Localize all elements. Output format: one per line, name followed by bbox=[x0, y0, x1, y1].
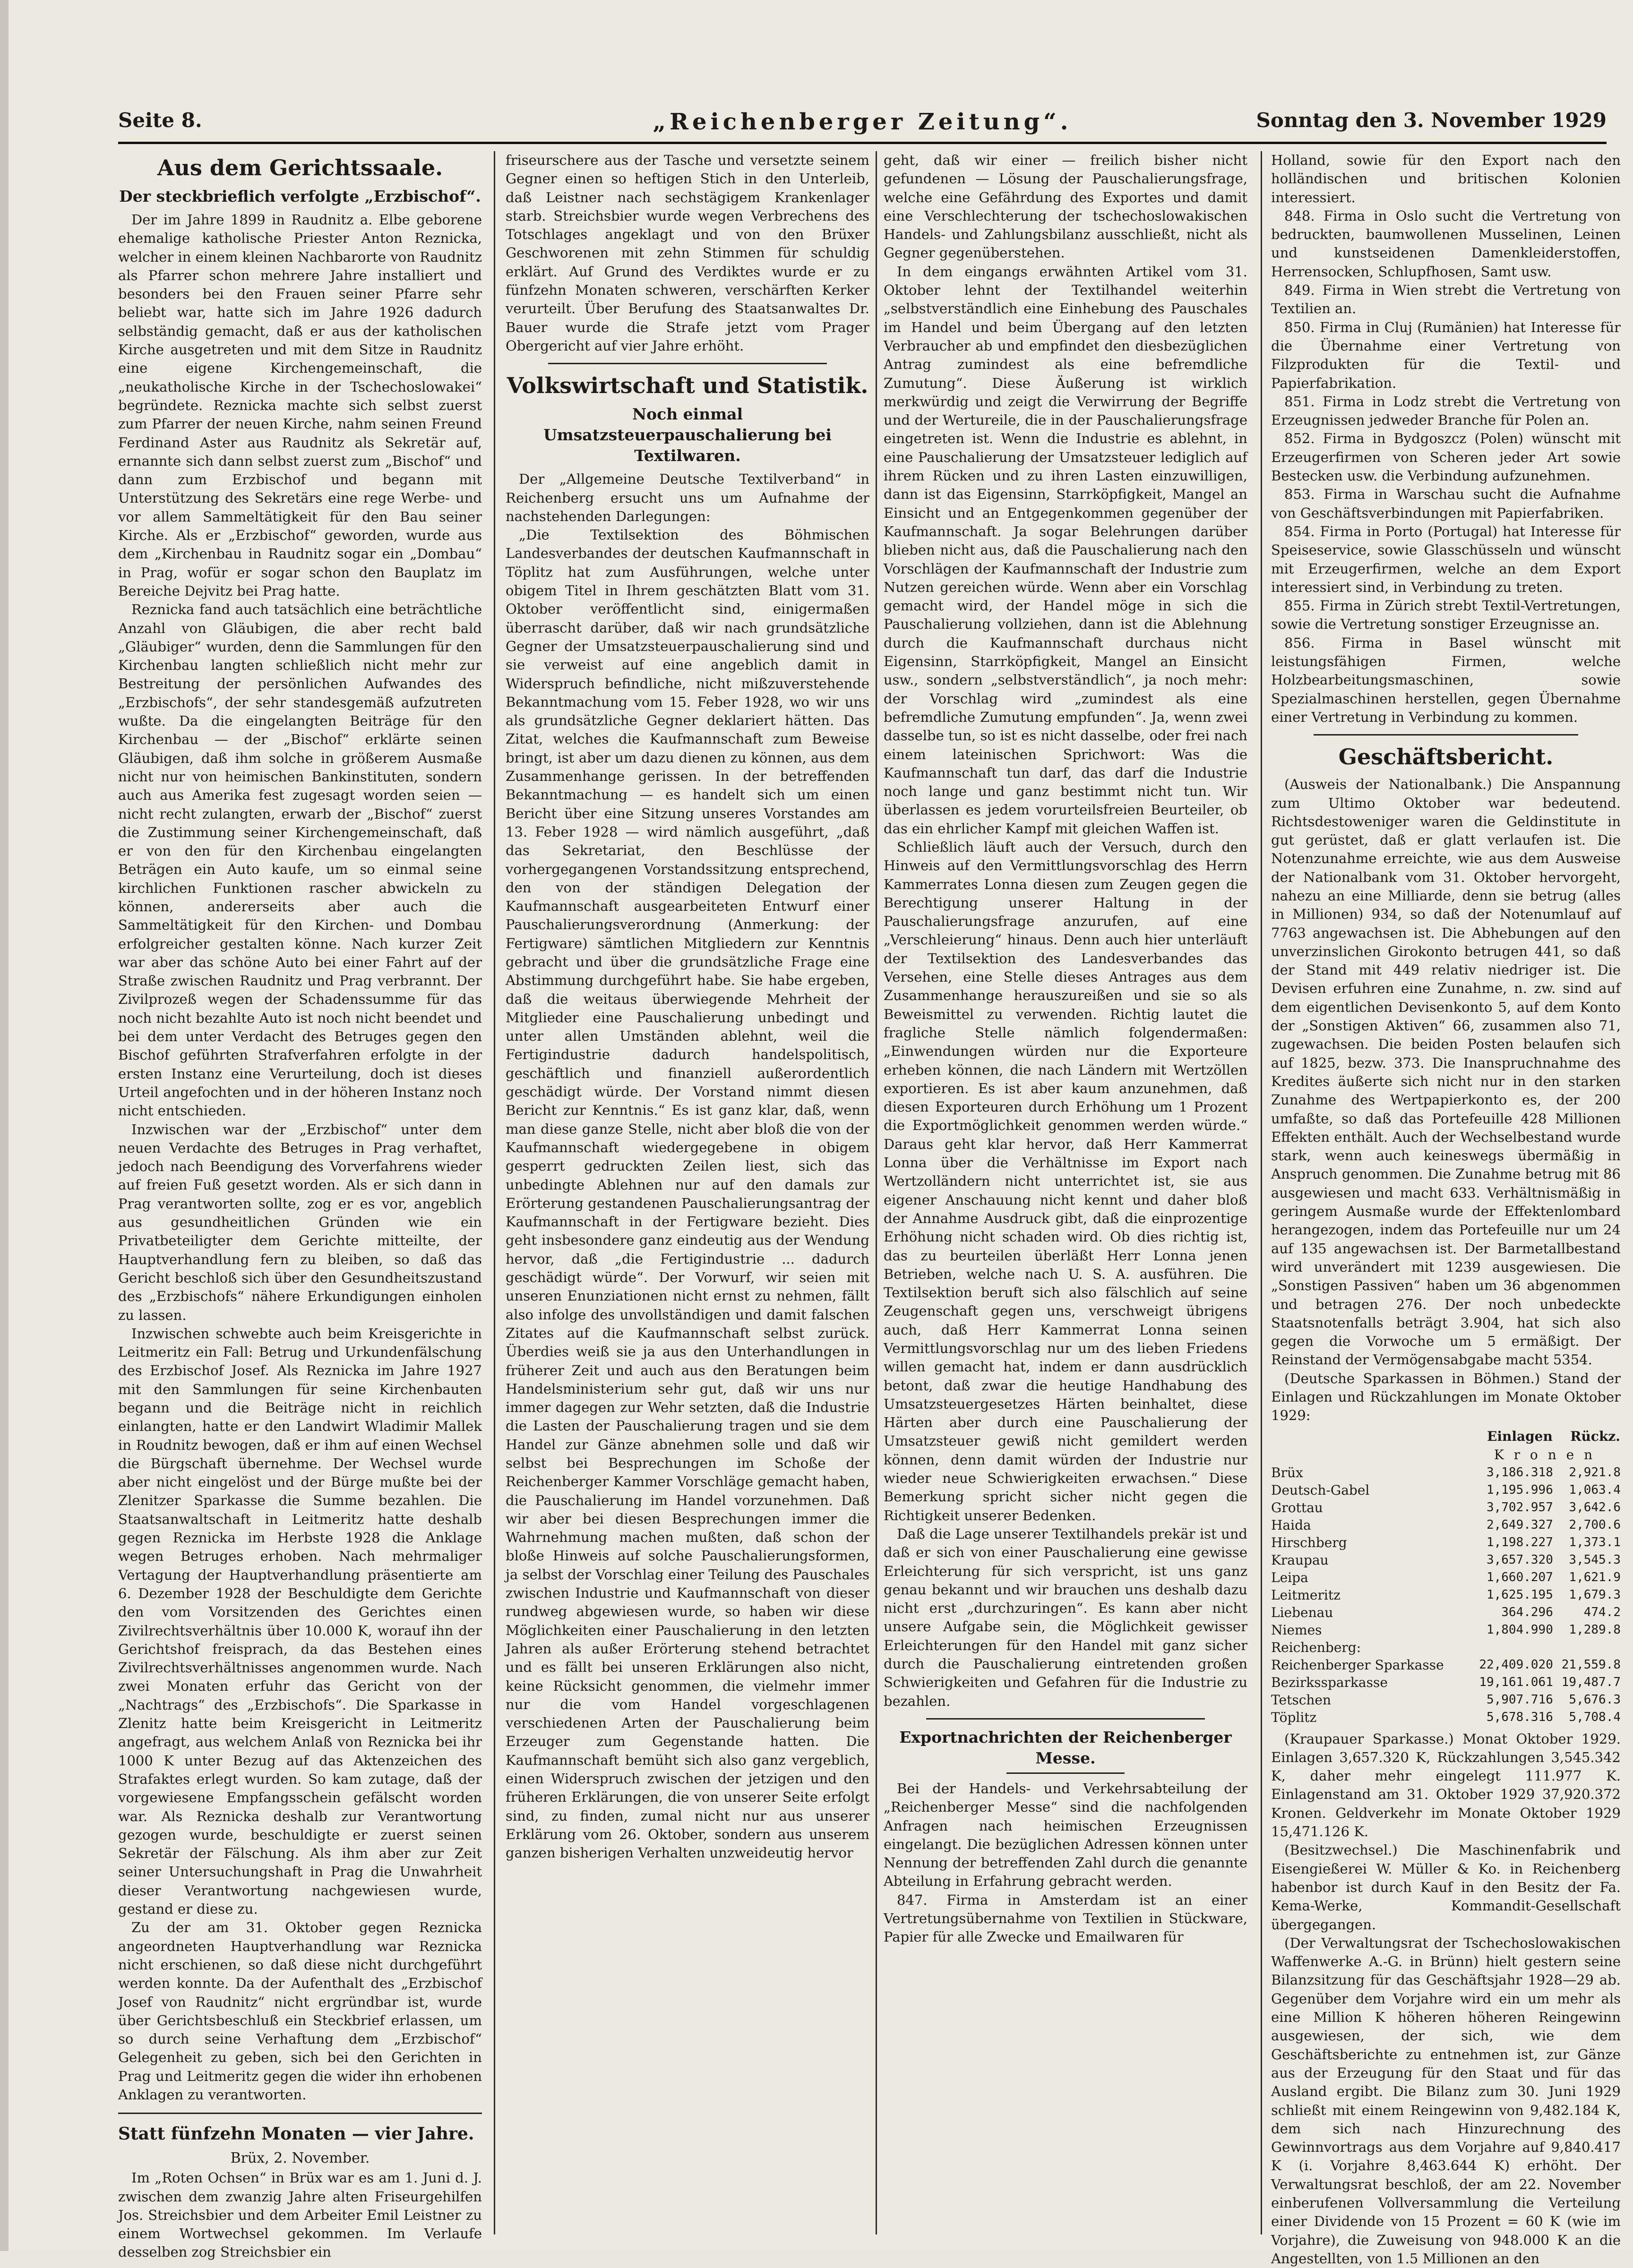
table-row bbox=[1271, 1516, 1621, 1534]
table-cell-deposits: 364.296 bbox=[1501, 1605, 1553, 1619]
column-divider bbox=[876, 151, 877, 2234]
table-header-row bbox=[1271, 1427, 1621, 1446]
table-cell-deposits: 3,186.318 bbox=[1486, 1465, 1553, 1480]
notice-item: 849. Firma in Wien strebt die Vertretung von Textilien an. bbox=[1271, 282, 1621, 317]
table-cell-name: Reichenberg: bbox=[1271, 1639, 1361, 1655]
article-paragraph: friseurschere aus der Tasche und versetzte seinem Gegner einen so heftigen Stich in den Unterleib, daß Leistner nach sechstägigem Krankenlager starb. Streichsbier wurde wegen Verbrechens des Totschlages angeklagt und von den Brüxer Geschworenen mit zehn Stimmen für schuldig erklärt. Auf Grund des Verdiktes wurde er zu fünfzehn Monaten schweren, verschärften Kerker verurteilt. Über Berufung des Staatsanwaltes Dr. Bauer wurde die Strafe jetzt vom Prager Obergericht auf vier Jahre erhöht. bbox=[506, 152, 869, 354]
table-cell-deposits: 3,702.957 bbox=[1486, 1500, 1553, 1515]
article-paragraph: Schließlich läuft auch der Versuch, durch den Hinweis auf den Vermittlungsvorschlag des Herrn Kammerrates Lonna diesen zum Zeugen gegen die Berechtigung unserer Haltung in der Pauschalierungsfrage anzurufen, auf eine „Verschleierung“ hinaus. Denn auch hier unterläuft der Textilsektion des Landesverbandes das Versehen, eine Stelle dieses Antrages aus dem Zusammenhange herauszureißen und sie so als Beweismittel zu verwenden. Richtig lautet die fragliche Stelle nämlich folgendermaßen: „Einwendungen würden nur die Exporteure erheben können, die nach Ländern mit Wertzöllen exportieren. Es ist aber kaum anzunehmen, daß diesen Exporteuren durch Erhöhung um 1 Prozent die Exportmöglichkeit genommen werden würde.“ Daraus geht klar hervor, daß Herr Kammerrat Lonna über die Verhältnisse im Export nach Wertzolländern nicht unterrichtet ist, sie aus eigener Anschauung nicht kennt und daher bloß der Annahme Ausdruck gibt, daß die einprozentige Erhöhung nicht schaden wird. Ob dies richtig ist, das zu beurteilen überläßt Herr Lonna jenen Betrieben, welche nach U. S. A. ausführen. Die Textilsektion beruft sich also fälschlich auf seine Zeugenschaft gegen uns, verschweigt übrigens auch, daß Herr Kammerrat Lonna seinen Vermittlungsvorschlag nur um des lieben Friedens willen gemacht hat, indem er dann ausdrücklich betont, daß zwar die heutige Handhabung des Umsatzsteuergesetzes Härten beinhaltet, diese Härten aber durch eine Pauschalierung der Umsatzsteuer gewiß nicht gemildert werden können, denn damit würden der Industrie nur wieder neue Schwierigkeiten erwachsen.“ Diese Bemerkung spricht sicher nicht gegen die Richtigkeit unserer Bedenken. bbox=[884, 839, 1247, 1523]
column-divider bbox=[494, 151, 495, 2234]
notice-item: 852. Firma in Bydgoszcz (Polen) wünscht mit Erzeugerfirmen von Scheren jeder Art sowie Bestecken usw. die Verbindung aufzunehmen. bbox=[1271, 430, 1621, 484]
table-cell-withdrawals: 2,921.8 bbox=[1569, 1465, 1621, 1480]
table-cell-withdrawals: 3,545.3 bbox=[1569, 1552, 1621, 1567]
table-cell-deposits: 5,678.316 bbox=[1486, 1710, 1553, 1724]
table-row bbox=[1271, 1499, 1621, 1516]
notice-item: Holland, sowie für den Export nach den holländischen und britischen Kolonien interessiert. bbox=[1271, 152, 1621, 205]
table-cell-name: Töplitz bbox=[1271, 1709, 1317, 1725]
report-paragraph: (Besitzwechsel.) Die Maschinenfabrik und Eisengießerei W. Müller & Ko. in Reichenberg habenbor ist durch Kauf in den Besitz der Fa. Kema-Werke, Kommandit-Gesellschaft übergegangen. bbox=[1271, 1842, 1621, 1933]
article-title: Exportnachrichten der Reichenberger Messe. bbox=[899, 1728, 1232, 1767]
table-row bbox=[1271, 1586, 1621, 1604]
column-1 bbox=[118, 151, 482, 2260]
article-paragraph: Bei der Handels- und Verkehrsabteilung der „Reichenberger Messe“ sind die nachfolgenden Anfragen nach heimischen Erzeugnissen eingelangt. Die bezüglichen Adressen können unter Nennung der betreffenden Zahl durch die genannte Abteilung in Erfahrung gebracht werden. bbox=[884, 1780, 1247, 1890]
title-underline bbox=[1006, 1772, 1125, 1774]
table-cell-deposits bbox=[1469, 1639, 1553, 1656]
table-cell-name: Deutsch-Gabel bbox=[1271, 1482, 1370, 1498]
article-separator bbox=[926, 1718, 1205, 1720]
table-cell-withdrawals: 3,642.6 bbox=[1569, 1500, 1621, 1515]
article-paragraph: „Die Textilsektion des Böhmischen Landesverbandes der deutschen Kaufmannschaft in Töplitz hat zum Ausführungen, welche unter obigem Titel in Ihrem geschätzten Blatt vom 31. Oktober veröffentlicht sind, einigermaßen überrascht darüber, daß wir nach grundsätzliche Gegner der Umsatzsteuerpauschalierung sind und sie verweist auf eine angeblich damit in Widerspruch befindliche, nicht mißzuverstehende Bekanntmachung vom 15. Feber 1928, wo wir uns als grundsätzliche Gegner deklariert hätten. Das Zitat, welches die Kaufmannschaft zum Beweise bringt, ist aber um dazu dienen zu können, aus dem Zusammenhange gerissen. In der betreffenden Bekanntmachung — es handelt sich um einen Bericht über eine Sitzung unseres Vorstandes am 13. Feber 1928 — wird nämlich ausgeführt, „daß das Sekretariat, den Beschlüsse der vorhergegangenen Vorstandssitzung entsprechend, den von der ständigen Delegation der Kaufmannschaft ausgearbeiteten Entwurf einer Pauschalierungsverordnung (Anmerkung: der Fertigware) sämtlichen Mitgliedern zur Kenntnis gebracht und über die grundsätzliche Frage eine Abstimmung durchgeführt habe. Sie habe ergeben, daß die weitaus überwiegende Mehrheit der Mitglieder eine Pauschalierung unbedingt und unter allen Umständen ablehnt, weil die Fertigindustrie dadurch handelspolitisch, geschäftlich und finanziell außerordentlich geschädigt würde. Der Vorstand nimmt diesen Bericht zur Kenntnis.“ Es ist ganz klar, daß, wenn man diese ganze Stelle, nicht aber bloß die von der Kaufmannschaft wiedergegebene in obigem gesperrt gedruckten Zeilen liest, sich das unbedingte Ablehnen nur auf den damals zur Erörterung gestandenen Pauschalierungsantrag der Kaufmannschaft in der Fertigware bezieht. Dies geht insbesondere ganz eindeutig aus der Wendung hervor, daß „die Fertigindustrie ... dadurch geschädigt würde“. Der Vorwurf, wir seien mit unseren Enunziationen nicht ernst zu nehmen, fällt also infolge des unvollständigen und damit falschen Zitates auf die Kaufmannschaft selbst zurück. Überdies weiß sie ja aus den Unterhandlungen in früherer Zeit und auch aus den Beratungen beim Handelsministerium sehr gut, daß wir uns nur immer dagegen zur Wehr setzten, daß die Industrie die Lasten der Pauschalierung tragen und sie dem Handel zur Gänze abnehmen solle und daß wir selbst bei Besprechungen im Schoße der Reichenberger Kammer Vorschläge gemacht haben, die Pauschalierung im Handel vorzunehmen. Daß wir aber bei diesen Besprechungen immer die Wahrnehmung machen mußten, daß schon der bloße Hinweis auf solche Pauschalierungsformen, ja selbst der Vorschlag einer Teilung des Pauschales zwischen Industrie und Kaufmannschaft von dieser rundweg abgewiesen wurde, so haben wir diese Möglichkeiten einer Pauschalierung in den letzten Jahren als außer Erörterung stehend betrachtet und es fällt bei unseren Erklärungen also nicht, keine Rücksicht genommen, die vielmehr immer nur die vom Handel vorgeschlagenen verschiedenen Arten der Pauschalierung beim Erzeuger zum Gegenstande hatten. Die Kaufmannschaft bemüht sich also ganz vergeblich, einen Widerspruch zwischen der jetzigen und den früheren Erklärungen, die von unserer Seite erfolgt sind, zu finden, zumal nicht nur aus unserer Erklärung vom 26. Oktober, sondern aus unserem ganzen bisherigen Verhalten unzweideutig hervor bbox=[506, 527, 869, 1861]
table-cell-name: Bezirkssparkasse bbox=[1271, 1674, 1388, 1690]
newspaper-title: „Reichenberger Zeitung“. bbox=[653, 109, 1072, 135]
article-paragraph: Der im Jahre 1899 in Raudnitz a. Elbe geborene ehemalige katholische Priester Anton Reznicka, welcher in einem kleinen Nachbarorte von Raudnitz als Pfarrer schon mehrere Jahre installiert und besonders bei den Frauen seiner Pfarre sehr beliebt war, hatte sich im Jahre 1926 dadurch selbständig gemacht, daß er aus der katholischen Kirche ausgetreten und mit dem Sitze in Raudnitz eine eigene Kirchengemeinschaft, die „neukatholische Kirche in der Tschechoslowakei“ begründete. Reznicka machte sich selbst zuerst zum Pfarrer der neuen Kirche, nahm seinen Freund Ferdinand Aster aus Raudnitz als Sekretär auf, ernannte sich dann selbst zuerst zum „Bischof“ und dann zum Erzbischof und begann mit Unterstützung des Sekretärs eine rege Werbe- und vor allem Sammeltätigkeit für den Bau seiner Kirche. Als er „Erzbischof“ geworden, wurde aus dem „Kirchenbau in Raudnitz sogar ein „Dombau“ in Prag, wofür er sogar schon den Bauplatz im Bereiche Dejvitz bei Prag hatte. bbox=[118, 212, 482, 599]
table-row bbox=[1271, 1551, 1621, 1569]
issue-date: Sonntag den 3. November 1929 bbox=[1256, 109, 1607, 132]
section-heading: Volkswirtschaft und Statistik. bbox=[507, 373, 868, 399]
column-divider bbox=[1261, 151, 1262, 2234]
table-header: Einlagen bbox=[1487, 1428, 1553, 1444]
report-paragraph: (Ausweis der Nationalbank.) Die Anspannung zum Ultimo Oktober war bedeutend. Richtsdestoweniger waren die Geldinstitute in gut gerüstet, daß er glatt verlaufen ist. Die Notenzunahme erreichte, wie aus dem Ausweise der Nationalbank vom 31. Oktober hervorgeht, nahezu an eine Milliarde, denn sie betrug (alles in Millionen) 934, so daß der Notenumlauf auf 7763 angewachsen ist. Die Abhebungen auf den unverzinslichen Girokonto betrugen 441, so daß der Stand mit 449 relativ niedriger ist. Die Devisen erfuhren eine Zunahme, n. zw. sind auf dem eigentlichen Devisenkonto 5, auf dem Konto der „Sonstigen Aktiven“ 66, zusammen also 71, zugewachsen. Die beiden Posten belaufen sich auf 1825, bezw. 373. Die Inanspruchnahme des Kredites äußerte sich nicht nur in den starken Zunahme des Wertpapierkonto es, der 200 umfaßte, so daß das Portefeuille 428 Millionen Effekten enthält. Auch der Wechselbestand wurde stark, wenn auch keineswegs übermäßig in Anspruch genommen. Die Zunahme betrug mit 86 ausgewiesen und macht 633. Verhältnismäßig in geringem Ausmaße wurde der Effektenlombard herangezogen, indem das Portefeuille nur um 24 auf 135 angewachsen ist. Der Barmetallbestand wird unverändert mit 1239 ausgewiesen. Die „Sonstigen Passiven“ haben um 36 abgenommen und betragen 276. Der noch unbedeckte Staatsnotenfalls beträgt 3.904, hat sich also gegen die Vorwoche um 5 ermäßigt. Der Reinstand der Vermögensabgabe macht 5354. bbox=[1271, 776, 1621, 1368]
scan-edge bbox=[0, 0, 9, 2251]
table-cell-deposits: 1,195.996 bbox=[1486, 1482, 1553, 1497]
table-cell-deposits: 22,409.020 bbox=[1479, 1657, 1553, 1672]
table-cell-withdrawals: 1,373.1 bbox=[1569, 1535, 1621, 1549]
article-title: Der steckbrieflich verfolgte „Erzbischof“. bbox=[119, 187, 481, 205]
table-cell-name: Reichenberger Sparkasse bbox=[1271, 1657, 1444, 1673]
table-cell-deposits: 1,660.207 bbox=[1486, 1570, 1553, 1584]
article-paragraph: Reznicka fand auch tatsächlich eine beträchtliche Anzahl von Gläubigen, die aber recht bald „Gläubiger“ wurden, denn die Sammlungen für den Kirchenbau langten schließlich nicht mehr zur Bestreitung der persönlichen Aufwandes des „Erzbischofs“, der sehr standesgemäß aufzutreten wußte. Da die eingelangten Beiträge für den Kirchenbau — der „Bischof“ erklärte seinen Gläubigen, daß ihm solche in größerem Ausmaße nicht nur von heimischen Bankinstituten, sondern auch aus Amerika fest zugesagt worden seien — nicht recht zulangten, erwarb der „Bischof“ zuerst die Zustimmung seiner Kirchengemeinschaft, daß er von den für den Kirchenbau eingelangten Beträgen ein Auto kaufe, um so einmal seine kirchlichen Funktionen rascher abwickeln zu können, andererseits aber auch die Sammeltätigkeit für den Kirchen- und Dombau erfolgreicher gestalten könne. Nach kurzer Zeit war aber das schöne Auto bei einer Fahrt auf der Straße zwischen Raudnitz und Prag verbrannt. Der Zivilprozeß wegen der Schadenssumme für das noch nicht bezahlte Auto ist noch nicht beendet und bei dem unter Verdacht des Betruges gegen den Bischof geführten Strafverfahren erfolgte in der ersten Instanz eine Verurteilung, doch ist dieses Urteil angefochten und in der höheren Instanz noch nicht entschieden. bbox=[118, 601, 482, 1119]
article-paragraph: Daß die Lage unserer Textilhandels prekär ist und daß er sich von einer Pauschalierung eine gewisse Erleichterung für sich verspricht, ist uns ganz genau bekannt und wir brauchen uns deshalb dazu nicht erst „durchzuringen“. Es kann aber nicht unsere Aufgabe sein, die Möglichkeit gewisser Erleichterungen für den Handel mit ganz sicher durch die Pauschalierung eintretenden großen Schwierigkeiten und Gefahren für die Industrie zu bezahlen. bbox=[884, 1525, 1247, 1709]
article-paragraph: Inzwischen schwebte auch beim Kreisgerichte in Leitmeritz ein Fall: Betrug und Urkundenfälschung des Erzbischof Josef. Als Reznicka im Jahre 1927 mit den Sammlungen für seine Kirchenbauten begann und die Beiträge nicht in reichlich einlangten, hatte er den Landwirt Wladimir Mallek in Roudnitz bewogen, daß er ihm auf einen Wechsel die Bürgschaft übernehme. Der Wechsel wurde aber nicht eingelöst und der Bürge mußte bei der Zlenitzer Sparkasse die Summe bezahlen. Die Staatsanwaltschaft in Leitmeritz hatte deshalb gegen Reznicka im Herbste 1928 die Anklage wegen Betruges erhoben. Nach mehrmaliger Vertagung der Hauptverhandlung präsentierte am 6. Dezember 1928 der Beschuldigte dem Gerichte den vom Vorsitzenden des Gerichtes einen Zivilrechtsverhältnis über 10.000 K, worauf ihn der Gerichtshof freisprach, da das Bestehen eines Zivilrechtsverhältnisses angenommen wurde. Nach zwei Monaten erfuhr das Gericht von der „Nachtrags“ des „Erzbischofs“. Die Sparkasse in Zlenitz hatte beim Kreisgericht in Leitmeritz angefragt, aus welchem Anlaß von Reznicka bei ihr 1000 K unter Bezug auf das Aktenzeichen des Strafaktes erlegt wurden. So kam zutage, daß der vorgewiesene Empfangsschein gefälscht worden war. Als Reznicka deshalb zur Verantwortung gezogen wurde, beschuldigte er zuerst seinen Sekretär der Fälschung. Als ihm aber zur Zeit seiner Untersuchungshaft in Prag die Unwahrheit dieser Verantwortung nachgewiesen wurde, gestand er diese zu. bbox=[118, 1325, 482, 1917]
table-row bbox=[1271, 1464, 1621, 1481]
table-row bbox=[1271, 1691, 1621, 1709]
table-cell-withdrawals: 1,679.3 bbox=[1569, 1587, 1621, 1602]
column-3 bbox=[884, 151, 1247, 2234]
table-cell-deposits: 19,161.061 bbox=[1479, 1675, 1553, 1689]
currency-label: K r o n e n bbox=[1494, 1446, 1596, 1463]
column-4 bbox=[1271, 151, 1621, 2267]
section-heading: Aus dem Gerichtssaale. bbox=[157, 155, 443, 180]
masthead bbox=[118, 109, 1607, 142]
notice-item: 848. Firma in Oslo sucht die Vertretung von bedruckten, baumwollenen Musselinen, Leinen und kunstseidenen Damenkleiderstoffen, Herrensocken, Schlupfhosen, Samt usw. bbox=[1271, 207, 1621, 280]
notice-item: 850. Firma in Cluj (Rumänien) hat Interesse für die Übernahme einer Vertretung von Filzprodukten für die Textil- und Papierfabrikation. bbox=[1271, 319, 1621, 391]
table-row bbox=[1271, 1639, 1621, 1656]
article-paragraph: Inzwischen war der „Erzbischof“ unter dem neuen Verdachte des Betruges in Prag verhaftet, jedoch nach Beendigung des Vorverfahrens wieder auf freien Fuß gesetzt worden. Als er sich dann in Prag verantworten sollte, zog er es vor, angeblich aus gesundheitlichen Gründen wie ein Privatbeteiligter dem Gerichte mitteilte, der Hauptverhandlung fern zu bleiben, so daß das Gericht beschloß sich über den Gesundheitszustand des „Erzbischofs“ nähere Erkundigungen einholen zu lassen. bbox=[118, 1121, 482, 1323]
article-paragraph: 847. Firma in Amsterdam ist an einer Vertretungsübernahme von Textilien in Stückware, Papier für alle Zwecke und Emailwaren für bbox=[884, 1891, 1247, 1945]
table-cell-withdrawals: 19,487.7 bbox=[1561, 1675, 1621, 1689]
table-cell-name: Liebenau bbox=[1271, 1604, 1333, 1620]
table-cell-name: Brüx bbox=[1271, 1464, 1303, 1481]
table-row bbox=[1271, 1534, 1621, 1551]
notice-item: 855. Firma in Zürich strebt Textil-Vertretungen, sowie die Vertretung sonstiger Erzeugnisse an. bbox=[1271, 598, 1621, 633]
article-separator bbox=[548, 363, 827, 364]
table-cell-withdrawals: 5,708.4 bbox=[1569, 1710, 1621, 1724]
article-title: Statt fünfzehn Monaten — vier Jahre. bbox=[118, 2124, 474, 2144]
table-cell-name: Tetschen bbox=[1271, 1692, 1332, 1708]
table-row bbox=[1271, 1709, 1621, 1726]
column-2 bbox=[506, 151, 869, 2234]
masthead-rule bbox=[118, 142, 1607, 144]
article-separator bbox=[1314, 734, 1578, 736]
report-paragraph: (Kraupauer Sparkasse.) Monat Oktober 1929. Einlagen 3,657.320 K, Rückzahlungen 3,545.342 K, daher mehr eingelegt 111.977 K. Einlagenstand am 31. Oktober 1929 37,920.372 Kronen. Geldverkehr im Monate Oktober 1929 15,471.126 K. bbox=[1271, 1730, 1621, 1840]
table-row bbox=[1271, 1621, 1621, 1639]
article-separator bbox=[118, 2113, 482, 2114]
table-cell-name: Niemes bbox=[1271, 1622, 1322, 1638]
table-cell-withdrawals: 1,063.4 bbox=[1569, 1482, 1621, 1497]
table-row bbox=[1271, 1569, 1621, 1586]
table-cell-withdrawals: 474.2 bbox=[1583, 1605, 1621, 1619]
table-cell-withdrawals: 2,700.6 bbox=[1569, 1517, 1621, 1532]
notice-item: 854. Firma in Porto (Portugal) hat Interesse für Speiseservice, sowie Glasschüsseln und wünscht mit Erzeugerfirmen, welche an dem Export interessiert sind, in Verbindung zu treten. bbox=[1271, 523, 1621, 595]
table-cell-deposits: 1,198.227 bbox=[1486, 1535, 1553, 1549]
article-paragraph: Zu der am 31. Oktober gegen Reznicka angeordneten Hauptverhandlung war Reznicka nicht erschienen, so daß diese nicht durchgeführt werden konnte. Da der Aufenthalt des „Erzbischof Josef von Raudnitz“ nicht ergründbar ist, wurde über Gerichtsbeschluß ein Steckbrief erlassen, um so durch seine Verhaftung dem „Erzbischof“ Gelegenheit zu geben, sich bei den Gerichten in Prag und Leitmeritz gegen die wider ihn erhobenen Anklagen zu verantworten. bbox=[118, 1919, 482, 2103]
savings-table bbox=[1271, 1427, 1621, 1726]
dateline: Brüx, 2. November. bbox=[230, 2150, 370, 2167]
table-cell-name: Leipa bbox=[1271, 1569, 1308, 1585]
notice-item: 853. Firma in Warschau sucht die Aufnahme von Geschäftsverbindungen mit Papierfabriken. bbox=[1271, 486, 1621, 521]
table-cell-withdrawals: 5,676.3 bbox=[1569, 1692, 1621, 1707]
table-cell-deposits: 2,649.327 bbox=[1486, 1517, 1553, 1532]
table-cell-deposits: 3,657.320 bbox=[1486, 1552, 1553, 1567]
report-paragraph: (Der Verwaltungsrat der Tschechoslowakischen Waffenwerke A.-G. in Brünn) hielt gestern seine Bilanzsitzung für das Geschäftsjahr 1928—29 ab. Gegenüber dem Vorjahre wird ein um mehr als eine Million K höheren höheren Reingewinn ausgewiesen, der sich, wie dem Geschäftsberichte zu entnehmen ist, zur Gänze aus der Erzeugung für den Staat und für das Ausland ergibt. Die Bilanz zum 30. Juni 1929 schließt mit einem Reingewinn von 9,482.184 K, dem sich nach Hinzurechnung des Gewinnvortrags aus dem Vorjahre auf 9,840.417 K (i. Vorjahre 8,463.644 K) erhöht. Der Verwaltungsrat beschloß, der am 22. November einberufenen Vollversammlung die Verteilung einer Dividende von 15 Prozent = 60 K (wie im Vorjahre), die Zuweisung von 948.000 K an die Angestellten, von 1.5 Millionen an den bbox=[1271, 1934, 1621, 2267]
table-row bbox=[1271, 1674, 1621, 1691]
article-paragraph: Der „Allgemeine Deutsche Textilverband“ in Reichenberg ersucht uns um Aufnahme der nachstehenden Darlegungen: bbox=[506, 471, 869, 524]
table-header bbox=[1271, 1427, 1469, 1446]
table-cell-name: Haida bbox=[1271, 1517, 1311, 1533]
notice-item: 851. Firma in Lodz strebt die Vertretung von Erzeugnissen jedweder Branche für Polen an. bbox=[1271, 393, 1621, 428]
table-cell-name: Leitmeritz bbox=[1271, 1587, 1341, 1603]
report-paragraph: (Deutsche Sparkassen in Böhmen.) Stand der Einlagen und Rückzahlungen im Monate Oktober 1929: bbox=[1271, 1370, 1621, 1424]
table-row bbox=[1271, 1481, 1621, 1499]
table-cell-deposits: 5,907.716 bbox=[1486, 1692, 1553, 1707]
table-cell-withdrawals: 1,621.9 bbox=[1569, 1570, 1621, 1584]
table-cell-name: Grottau bbox=[1271, 1499, 1323, 1515]
table-header: Rückz. bbox=[1570, 1428, 1620, 1444]
table-row bbox=[1271, 1656, 1621, 1674]
table-cell-name: Hirschberg bbox=[1271, 1534, 1347, 1550]
table-subheader-row bbox=[1271, 1446, 1621, 1464]
table-cell-deposits: 1,625.195 bbox=[1486, 1587, 1553, 1602]
article-title: Noch einmal Umsatzsteuerpauschalierung bei Textilwaren. bbox=[543, 405, 832, 465]
notice-item: 856. Firma in Basel wünscht mit leistungsfähigen Firmen, welche Holzbearbeitungsmaschinen, sowie Spezialmaschinen herstellen, gegen Übernahme einer Vertretung in Verbindung zu kommen. bbox=[1271, 634, 1621, 725]
table-cell-withdrawals: 1,289.8 bbox=[1569, 1622, 1621, 1637]
table-cell-withdrawals bbox=[1553, 1639, 1621, 1656]
article-paragraph: geht, daß wir einer — freilich bisher nicht gefundenen — Lösung der Pauschalierungsfrage, welche eine Gefährdung des Exportes und damit eine Verschlechterung der tschechoslowakischen Handels- und Zahlungsbilanz ausschließt, nicht als Gegner gegenüberstehen. bbox=[884, 152, 1247, 261]
page-number: Seite 8. bbox=[118, 109, 202, 132]
table-cell-name: Kraupau bbox=[1271, 1552, 1329, 1568]
article-paragraph: Im „Roten Ochsen“ in Brüx war es am 1. Juni d. J. zwischen dem zwanzig Jahre alten Friseurgehilfen Jos. Streichsbier und dem Arbeiter Emil Leistner zu einem Wortwechsel gekommen. Im Verlaufe desselben zog Streichsbier ein bbox=[118, 2170, 482, 2260]
article-paragraph: In dem eingangs erwähnten Artikel vom 31. Oktober lehnt der Textilhandel weiterhin „selbstverständlich eine Einhebung des Pauschales im Handel und beim Übergang auf den letzten Verbraucher ab und empfindet den diesbezüglichen Antrag zumindest als eine befremdliche Zumutung“. Diese Äußerung ist wirklich merkwürdig und zeigt die Verwirrung der Begriffe und der Wertureile, die in der Pauschalierungsfrage eingetreten ist. Wenn die Industrie es ablehnt, in eine Pauschalierung der Umsatzsteuer lediglich auf ihrem Rücken und zu ihren Lasten einzuwilligen, dann ist das Eigensinn, Starrköpfigkeit, Mangel an Einsicht und an Entgegenkommen gegenüber der Kaufmannschaft. Ja sogar Belehrungen darüber blieben nicht aus, daß die Pauschalierung nach den Vorschlägen der Kaufmannschaft der Industrie zum Nutzen gereichen würde. Wenn aber ein Vorschlag gemacht wird, der Handel möge in sich die Pauschalierung vollziehen, dann ist die Ablehnung durch die Kaufmannschaft durchaus nicht Eigensinn, Starrköpfigkeit, Mangel an Einsicht usw., sondern „selbstverständlich“, ja noch mehr: der Vorschlag wird „zumindest als eine befremdliche Zumutung empfunden“. Ja, wenn zwei dasselbe tun, so ist es nicht dasselbe, oder frei nach einem lateinischen Sprichwort: Was die Kaufmannschaft tun darf, das darf die Industrie noch lange und ganz bestimmt nicht tun. Wir überlassen es jedem vorurteilsfreien Beurteiler, ob das ein ehrlicher Kampf mit gleichen Waffen ist. bbox=[884, 263, 1247, 837]
table-cell-deposits: 1,804.990 bbox=[1486, 1622, 1553, 1637]
section-heading: Geschäftsbericht. bbox=[1338, 744, 1554, 770]
table-row bbox=[1271, 1604, 1621, 1621]
table-cell-withdrawals: 21,559.8 bbox=[1561, 1657, 1621, 1672]
